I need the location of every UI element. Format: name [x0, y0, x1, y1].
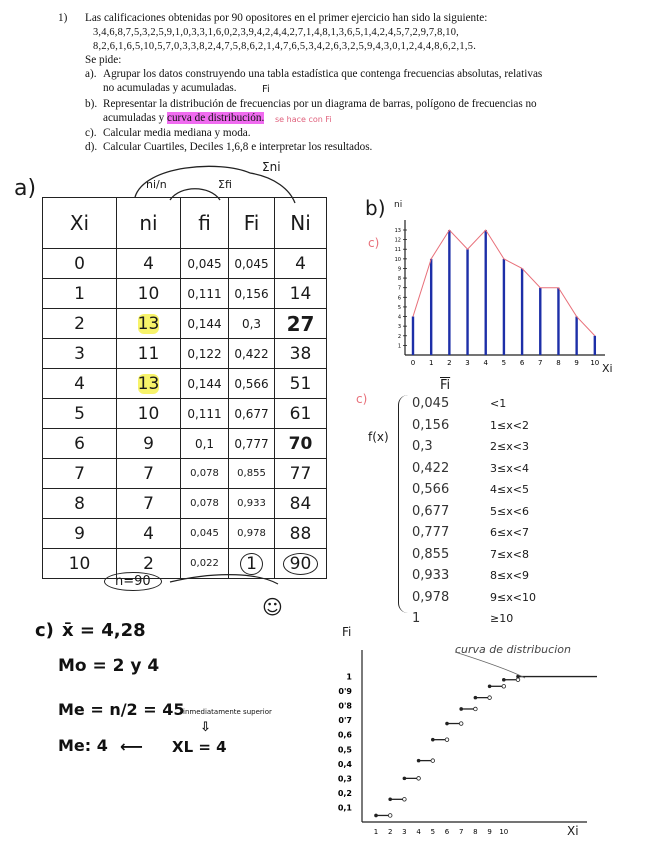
step-chart-ylabel: Fi	[342, 625, 352, 639]
cdf-value: 0,933	[412, 568, 450, 583]
cdf-value: 0,777	[412, 525, 450, 540]
step-point-closed	[445, 722, 449, 726]
cell-ni	[117, 309, 181, 339]
cell-Fi: 0,422	[229, 339, 275, 369]
x-tick-label: 2	[387, 828, 393, 836]
cell-Fi: 0,156	[229, 279, 275, 309]
task-c-text: Calcular media mediana y moda.	[103, 127, 251, 139]
task-d-text: Calcular Cuartiles, Deciles 1,6,8 e interpretar los resultados.	[103, 141, 373, 153]
bar-chart	[380, 205, 610, 380]
mode-highlight: 13	[137, 373, 160, 394]
smiley-icon: ☺	[262, 595, 283, 619]
y-tick-label: 1	[346, 672, 352, 682]
step-point-open	[388, 814, 392, 818]
cell-ni: 7	[117, 489, 181, 519]
x-tick-label: 8	[556, 359, 561, 367]
step-point-closed	[502, 678, 506, 682]
cdf-condition: 3≤x<4	[490, 461, 529, 475]
task-a-label: a).	[85, 68, 97, 80]
x-tick-label: 0	[410, 359, 416, 367]
task-b-text2	[103, 112, 264, 125]
problem-number: 1)	[58, 12, 68, 24]
cdf-value: 1	[412, 611, 421, 626]
cdf-entry	[412, 525, 536, 547]
cell-Fi: 0,978	[229, 519, 275, 549]
y-tick-label: 10	[394, 256, 401, 263]
x-tick-label: 1	[373, 828, 379, 836]
x-tick-label: 7	[458, 828, 464, 836]
cell-xi: 1	[43, 279, 117, 309]
step-point-closed	[403, 777, 407, 781]
header-fi: fi	[181, 198, 229, 249]
step-point-open	[459, 722, 463, 726]
cdf-value: 0,045	[412, 396, 450, 411]
cell-Ni: 14	[275, 279, 327, 309]
cell-ni: 4	[117, 519, 181, 549]
step-point-open	[445, 738, 449, 742]
y-tick-label: 11	[394, 247, 401, 254]
table-header-row	[43, 198, 327, 249]
cell-xi: 7	[43, 459, 117, 489]
cell-ni: 10	[117, 399, 181, 429]
cdf-entry	[412, 568, 536, 590]
x-tick-label: 8	[473, 828, 478, 836]
median-arrow: ⟵	[120, 737, 143, 756]
task-b-note: se hace con Fi	[275, 115, 332, 124]
table-row	[43, 489, 327, 519]
mean-value: x̄ = 4,28	[62, 620, 146, 641]
mode-highlight: 13	[137, 313, 160, 334]
cell-ni: 11	[117, 339, 181, 369]
header-ni: ni	[117, 198, 181, 249]
cell-ni: 2	[117, 549, 181, 579]
cdf-list	[412, 396, 536, 633]
cdf-condition: <1	[490, 397, 507, 410]
cell-ni: 10	[117, 279, 181, 309]
cell-xi: 4	[43, 369, 117, 399]
y-tick-label: 0,1	[337, 803, 352, 813]
section-b-label: b)	[365, 196, 386, 220]
x-tick-label: 5	[501, 359, 507, 367]
task-a-text: Agrupar los datos construyendo una tabla estadística que contenga frecuencias absolutas, relativas	[103, 68, 543, 80]
cdf-condition: ≥10	[490, 612, 514, 625]
se-pide: Se pide:	[85, 54, 122, 66]
table-row	[43, 279, 327, 309]
table-row	[43, 459, 327, 489]
cdf-entry	[412, 504, 536, 526]
cell-Ni: 51	[275, 369, 327, 399]
cell-Ni: 61	[275, 399, 327, 429]
step-point-open	[516, 678, 520, 682]
cell-Fi: 0,677	[229, 399, 275, 429]
cdf-condition: 7≤x<8	[490, 547, 529, 561]
y-tick-label: 0,2	[337, 788, 352, 798]
problem-statement: Las calificaciones obtenidas por 90 opositores en el primer ejercicio han sido la siguiente:	[85, 12, 488, 24]
total-Ni-circled: 90	[283, 553, 319, 575]
x-tick-label: 7	[538, 359, 543, 367]
cell-xi: 5	[43, 399, 117, 429]
step-point-closed	[474, 696, 478, 700]
cell-Ni: 77	[275, 459, 327, 489]
cell-Fi: 0,777	[229, 429, 275, 459]
curva-highlight: curva de distribución.	[167, 112, 265, 124]
y-tick-label: 0,3	[337, 774, 352, 784]
section-c-cdf-label: c)	[356, 392, 368, 406]
cdf-value: 0,422	[412, 460, 450, 476]
table-row	[43, 399, 327, 429]
n-total-label: n=90	[104, 572, 162, 591]
cell-Ni: 27	[275, 309, 327, 339]
y-tick-label: 0,6	[337, 730, 352, 740]
step-point-open	[431, 759, 435, 763]
cell-Ni: 84	[275, 489, 327, 519]
cdf-header: $\overline{Fi}$	[440, 378, 451, 393]
polygon-c-label: c)	[368, 236, 380, 250]
y-tick-label: 5	[397, 304, 401, 311]
cell-fi: 0,111	[181, 279, 229, 309]
x-tick-label: 10	[499, 828, 509, 836]
step-point-closed	[488, 684, 492, 688]
cell-Fi: 0,3	[229, 309, 275, 339]
cell-ni: 4	[117, 249, 181, 279]
cell-xi: 0	[43, 249, 117, 279]
step-point-open	[488, 696, 492, 700]
arrow-label-sum-fi: Σfi	[218, 178, 232, 191]
section-a-label: a)	[14, 176, 37, 201]
step-point-closed	[431, 738, 435, 742]
step-chart-xlabel: Xi	[567, 824, 579, 838]
task-b-label: b).	[85, 98, 98, 110]
median-note: inmediatamente superior	[183, 708, 272, 716]
cell-Fi: 0,045	[229, 249, 275, 279]
cdf-condition: 6≤x<7	[490, 526, 529, 539]
step-point-open	[417, 777, 421, 781]
cell-Ni: 70	[275, 429, 327, 459]
median-formula: Me = n/2 = 45	[58, 700, 185, 719]
cdf-value: 0,855	[412, 546, 450, 562]
cell-xi: 2	[43, 309, 117, 339]
y-tick-label: 12	[394, 237, 401, 244]
cell-xi: 8	[43, 489, 117, 519]
x-tick-label: 5	[430, 828, 436, 836]
cell-Fi: 0,855	[229, 459, 275, 489]
y-tick-label: 0,5	[337, 745, 352, 755]
arrow-label-ni-n: ni/n	[146, 178, 167, 191]
data-line-1: 3,4,6,8,7,5,3,2,5,9,1,0,3,3,1,6,0,2,3,9,4,2,4,4,2,7,1,4,8,1,3,6,5,1,4,2,4,5,7,2,9,7,8,10,	[93, 27, 459, 38]
table-row	[43, 339, 327, 369]
step-point-closed	[417, 759, 421, 763]
x-tick-label: 3	[465, 359, 470, 367]
y-tick-label: 0'8	[338, 701, 352, 711]
cell-ni	[117, 369, 181, 399]
cell-xi: 3	[43, 339, 117, 369]
cell-Fi: 0,566	[229, 369, 275, 399]
y-tick-label: 9	[397, 266, 401, 273]
cdf-entry	[412, 482, 536, 504]
cdf-value: 0,978	[412, 589, 450, 605]
task-c-label: c).	[85, 127, 97, 139]
cell-fi: 0,022	[181, 549, 229, 579]
annotation-arrow	[455, 652, 525, 678]
cdf-brace	[398, 395, 409, 613]
fx-label: f(x)	[368, 430, 389, 444]
y-tick-label: 6	[397, 295, 401, 302]
x-tick-label: 3	[402, 828, 407, 836]
x-tick-label: 6	[444, 828, 450, 836]
cell-Ni: 4	[275, 249, 327, 279]
y-tick-label: 0'7	[338, 716, 352, 726]
y-tick-label: 13	[394, 228, 401, 234]
x-tick-label: 9	[487, 828, 492, 836]
step-point-open	[403, 798, 407, 802]
cdf-condition: 2≤x<3	[490, 440, 529, 453]
cell-fi: 0,144	[181, 309, 229, 339]
cdf-condition: 4≤x<5	[490, 483, 529, 496]
step-point-open	[502, 684, 506, 688]
cell-Fi: 0,933	[229, 489, 275, 519]
cell-fi: 0,144	[181, 369, 229, 399]
median-down-arrow: ⇩	[200, 720, 211, 735]
x-tick-label: 4	[483, 359, 488, 367]
y-tick-label: 7	[397, 285, 401, 292]
task-b-text: Representar la distribución de frecuencias por un diagrama de barras, polígono de frecuencias no	[103, 98, 537, 110]
cdf-condition: 8≤x<9	[490, 569, 529, 582]
task-d-label: d).	[85, 141, 98, 153]
cdf-value: 0,156	[412, 417, 450, 433]
table-row	[43, 249, 327, 279]
frequency-table	[42, 197, 327, 579]
cdf-condition: 9≤x<10	[490, 590, 536, 604]
task-a-text2: no acumuladas y acumuladas.	[103, 82, 237, 94]
step-chart-annotation: curva de distribucion	[455, 643, 571, 656]
bar-chart-xlabel: Xi	[602, 362, 613, 375]
y-tick-label: 1	[397, 343, 401, 350]
x-tick-label: 9	[574, 359, 579, 367]
cell-fi: 0,045	[181, 249, 229, 279]
median-result: Me: 4	[58, 736, 108, 755]
cdf-value: 0,677	[412, 503, 450, 519]
table-row	[43, 429, 327, 459]
cdf-entry	[412, 439, 536, 461]
cdf-entry	[412, 396, 536, 418]
task-b-text2a: acumuladas y	[103, 112, 167, 124]
bar-chart-ylabel: ni	[394, 200, 403, 210]
cell-fi: 0,078	[181, 489, 229, 519]
y-tick-label: 0'9	[338, 687, 352, 697]
median-xl: XL = 4	[172, 738, 227, 756]
cell-ni: 7	[117, 459, 181, 489]
header-Ni: Ni	[275, 198, 327, 249]
annot-fi: Fi	[262, 84, 270, 95]
total-Fi-circled: 1	[240, 553, 263, 575]
cell-fi: 0,1	[181, 429, 229, 459]
cell-fi: 0,045	[181, 519, 229, 549]
cell-xi: 9	[43, 519, 117, 549]
cell-xi: 10	[43, 549, 117, 579]
x-tick-label: 1	[428, 359, 434, 367]
cell-fi: 0,122	[181, 339, 229, 369]
mode-value: Mo = 2 y 4	[58, 656, 160, 676]
step-chart	[330, 630, 605, 840]
step-point-closed	[374, 814, 378, 818]
cdf-entry	[412, 418, 536, 440]
cdf-value: 0,566	[412, 482, 450, 497]
y-tick-label: 3	[397, 324, 401, 331]
step-point-open	[474, 707, 478, 711]
table-row	[43, 309, 327, 339]
header-xi: Xi	[43, 198, 117, 249]
step-point-closed	[388, 798, 392, 802]
cdf-entry	[412, 590, 536, 612]
y-tick-label: 4	[397, 314, 401, 321]
cdf-entry	[412, 461, 536, 483]
cdf-condition: 5≤x<6	[490, 504, 529, 518]
cell-xi: 6	[43, 429, 117, 459]
stats-section-label: c)	[35, 620, 54, 641]
cell-Ni: 88	[275, 519, 327, 549]
cell-fi: 0,111	[181, 399, 229, 429]
x-tick-label: 6	[519, 359, 525, 367]
arrow-label-sum-ni: Σni	[262, 160, 281, 174]
table-row	[43, 369, 327, 399]
header-Fi: Fi	[229, 198, 275, 249]
y-tick-label: 8	[397, 276, 401, 283]
y-tick-label: 2	[397, 333, 401, 340]
cdf-condition: 1≤x<2	[490, 418, 529, 432]
cell-fi: 0,078	[181, 459, 229, 489]
data-line-2: 8,2,6,1,6,5,10,5,7,0,3,3,8,2,4,7,5,8,6,2,1,4,7,6,5,3,4,2,6,3,2,5,9,4,3,0,1,2,4,4,8,6,2,1,5.	[93, 41, 477, 52]
table-row	[43, 519, 327, 549]
cdf-value: 0,3	[412, 439, 433, 454]
y-tick-label: 0,4	[337, 759, 352, 769]
cdf-entry	[412, 547, 536, 569]
x-tick-label: 4	[416, 828, 421, 836]
x-tick-label: 2	[447, 359, 452, 367]
cell-ni: 9	[117, 429, 181, 459]
x-tick-label: 10	[590, 359, 600, 367]
step-point-closed	[459, 707, 463, 711]
cell-Ni: 38	[275, 339, 327, 369]
